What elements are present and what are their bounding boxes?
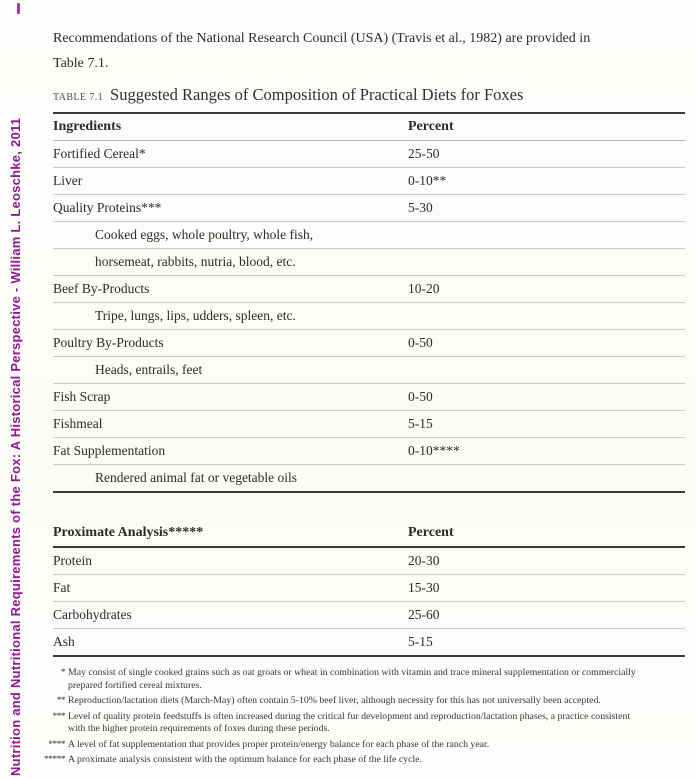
- table-row: [53, 411, 685, 438]
- row-ingredient: Beef By-Products: [53, 281, 150, 296]
- row-ingredient-detail: Heads, entrails, feet: [95, 362, 203, 377]
- row-percent: 0-50: [408, 389, 433, 404]
- table-row: [53, 629, 685, 655]
- footnote: [44, 739, 685, 752]
- intro-paragraph: [53, 26, 655, 76]
- table-row: [53, 330, 685, 357]
- row-percent: 5-15: [408, 634, 433, 649]
- row-ingredient: Fishmeal: [53, 416, 103, 431]
- footnote-text: May consist of single cooked grains such as oat groats or wheat in combination with vitamin and trace mineral supplementation or commercially prepared fortified cereal mixtures.: [68, 667, 636, 691]
- table-row: [53, 141, 685, 168]
- row-ingredient: Fortified Cereal*: [53, 146, 146, 161]
- table2-bottom-rule: [53, 655, 685, 657]
- row-ingredient: Liver: [53, 173, 83, 188]
- row-ingredient-detail: horsemeat, rabbits, nutria, blood, etc.: [95, 254, 296, 269]
- row-component: Ash: [53, 634, 75, 649]
- table2-header-row: [53, 520, 685, 546]
- intro-line-1: Recommendations of the National Research Council (USA) (Travis et al., 1982) are provided in: [53, 31, 591, 46]
- intro-line-2: Table 7.1.: [53, 56, 109, 71]
- column-header-ingredients: Ingredients: [53, 119, 122, 134]
- table-row-detail: [53, 357, 685, 384]
- table-row: [53, 168, 685, 195]
- footnote-marker: *****: [44, 754, 65, 765]
- row-component: Carbohydrates: [53, 607, 132, 622]
- proximate-analysis-table: [53, 520, 685, 657]
- footnote-text: Level of quality protein feedstuffs is often increased during the critical fur development and reproduction/lactation phases, a practice consistent with the higher protein requirements of foxes during these periods.: [68, 710, 631, 734]
- footnote: [44, 667, 685, 692]
- column-header-percent: Percent: [408, 119, 454, 134]
- table-row: [53, 195, 685, 222]
- row-percent: 25-60: [408, 607, 440, 622]
- page-content: [44, 26, 685, 770]
- footnote-marker: **: [56, 695, 65, 706]
- footnote-marker: ***: [52, 710, 65, 722]
- row-ingredient: Fat Supplementation: [53, 443, 166, 458]
- table-row: [53, 548, 685, 575]
- row-percent: 15-30: [408, 580, 440, 595]
- row-ingredient: Quality Proteins***: [53, 200, 162, 215]
- row-ingredient: Fish Scrap: [53, 389, 111, 404]
- row-percent: 10-20: [408, 281, 440, 296]
- column-header-percent: Percent: [408, 525, 454, 540]
- table-title: Suggested Ranges of Composition of Practical Diets for Foxes: [110, 85, 524, 104]
- footnote-text: Reproduction/lactation diets (March-May) often contain 5-10% beef liver, although necessity for this has not universally been accepted.: [68, 695, 601, 706]
- table-row: [53, 384, 685, 411]
- row-ingredient-detail: Cooked eggs, whole poultry, whole fish,: [95, 227, 314, 242]
- row-ingredient-detail: Rendered animal fat or vegetable oils: [95, 470, 298, 485]
- table-label: TABLE 7.1: [53, 92, 104, 103]
- table1-bottom-rule: [53, 491, 685, 493]
- row-component: Fat: [53, 580, 71, 595]
- row-ingredient-detail: Tripe, lungs, lips, udders, spleen, etc.: [95, 308, 296, 323]
- table-caption: [53, 85, 685, 112]
- sidebar-book-title: Nutrition and Nutritional Requirements of the Fox: A Historical Perspective - William L. Leoschke, 2011: [8, 117, 23, 776]
- footnote: [44, 711, 685, 736]
- footnote-text: A proximate analysis consistent with the optimum balance for each phase of the life cycle.: [68, 754, 422, 765]
- table-row-detail: [53, 249, 685, 276]
- footnote: [44, 695, 685, 708]
- footnote-marker: *: [60, 667, 65, 678]
- footnote: [44, 754, 685, 767]
- row-percent: 0-10**: [408, 173, 447, 188]
- row-percent: 20-30: [408, 553, 440, 568]
- row-percent: 25-50: [408, 146, 440, 161]
- table-row-detail: [53, 465, 685, 491]
- footnotes: [44, 667, 685, 767]
- row-percent: 5-15: [408, 416, 433, 431]
- column-header-proximate-analysis: Proximate Analysis*****: [53, 525, 204, 540]
- row-percent: 0-50: [408, 335, 433, 350]
- ingredients-table: [53, 114, 685, 493]
- table-row: [53, 276, 685, 303]
- table-row: [53, 602, 685, 629]
- row-percent: 0-10****: [408, 443, 460, 458]
- page-edge-mark: [17, 3, 20, 14]
- table-row: [53, 575, 685, 602]
- row-component: Protein: [53, 553, 92, 568]
- row-ingredient: Poultry By-Products: [53, 335, 164, 350]
- table-row: [53, 438, 685, 465]
- footnote-marker: ****: [48, 738, 65, 750]
- table1-header-row: [53, 114, 685, 141]
- table-row-detail: [53, 303, 685, 330]
- row-percent: 5-30: [408, 200, 433, 215]
- footnote-text: A level of fat supplementation that provides proper protein/energy balance for each phase of the ranch year.: [68, 738, 490, 750]
- table-row-detail: [53, 222, 685, 249]
